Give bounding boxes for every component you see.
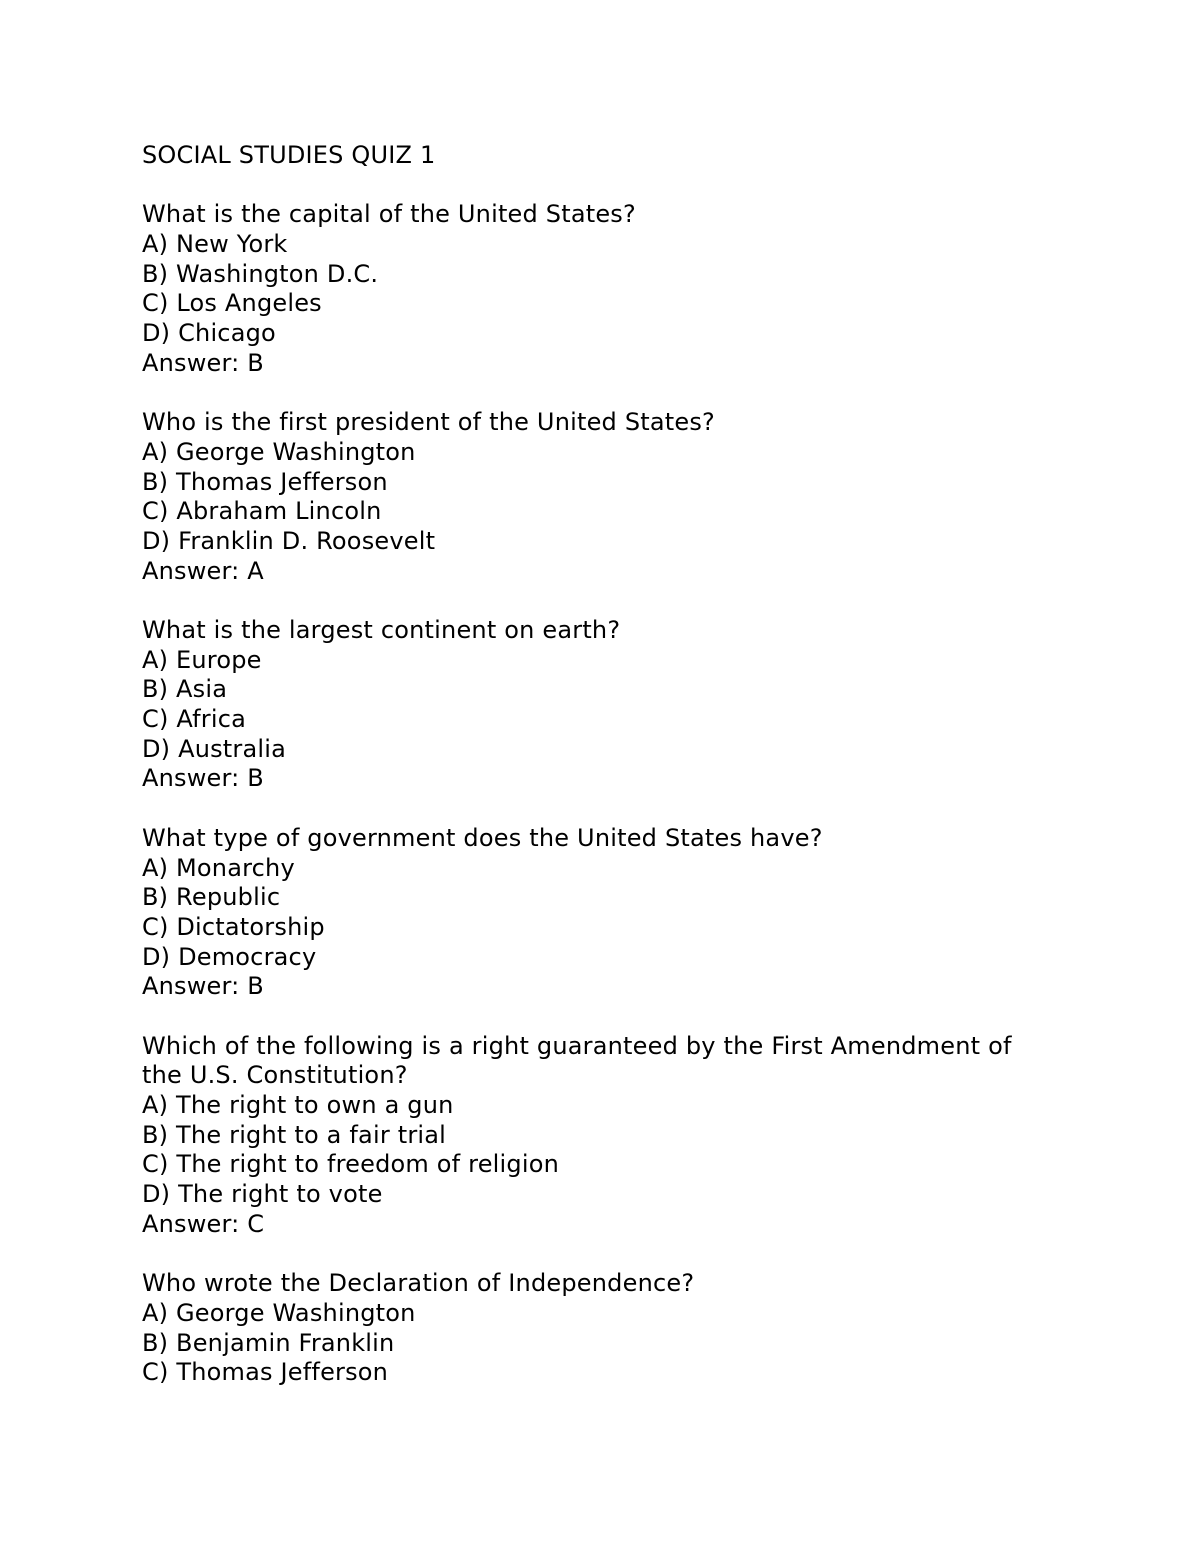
answer-option: B) The right to a fair trial [142, 1120, 447, 1149]
question-text: Who is the first president of the United States? [142, 408, 715, 437]
answer-key: Answer: B [142, 972, 264, 1001]
question-text: Which of the following is a right guaranteed by the First Amendment of [142, 1031, 1012, 1060]
answer-option: D) Chicago [142, 319, 276, 348]
answer-option: A) George Washington [142, 437, 416, 466]
answer-option: A) Europe [142, 645, 262, 674]
answer-option: D) Australia [142, 734, 287, 763]
question-text: What is the capital of the United States? [142, 200, 636, 229]
questions-list [142, 200, 1082, 1388]
answer-option: C) Thomas Jefferson [142, 1358, 389, 1387]
answer-key: Answer: A [142, 556, 264, 585]
answer-option: C) Dictatorship [142, 912, 325, 941]
question-text: Who wrote the Declaration of Independence? [142, 1269, 695, 1298]
answer-option: C) Africa [142, 705, 246, 734]
answer-option: C) Abraham Lincoln [142, 497, 382, 526]
answer-option: D) Franklin D. Roosevelt [142, 526, 436, 555]
answer-option: A) George Washington [142, 1298, 416, 1327]
answer-key: Answer: C [142, 1209, 265, 1238]
answer-option: D) Democracy [142, 942, 317, 971]
answer-option: A) New York [142, 230, 288, 259]
answer-option: B) Washington D.C. [142, 259, 379, 288]
question-block [142, 1269, 1082, 1388]
question-block [142, 408, 1082, 586]
answer-option: C) Los Angeles [142, 289, 322, 318]
answer-option: B) Benjamin Franklin [142, 1328, 395, 1357]
answer-option: A) The right to own a gun [142, 1091, 454, 1119]
question-block [142, 1032, 1082, 1240]
question-block [142, 824, 1082, 1002]
answer-option: D) The right to vote [142, 1180, 383, 1209]
question-text: What type of government does the United States have? [142, 823, 823, 852]
answer-option: B) Thomas Jefferson [142, 467, 388, 496]
question-text: the U.S. Constitution? [142, 1061, 408, 1090]
document-content [142, 141, 1082, 1388]
question-text: What is the largest continent on earth? [142, 616, 621, 644]
answer-key: Answer: B [142, 348, 264, 377]
quiz-title: SOCIAL STUDIES QUIZ 1 [142, 141, 436, 169]
answer-option: C) The right to freedom of religion [142, 1150, 560, 1179]
answer-option: A) Monarchy [142, 853, 295, 882]
question-block [142, 616, 1082, 794]
answer-option: B) Republic [142, 883, 281, 912]
answer-key: Answer: B [142, 764, 264, 793]
question-block [142, 200, 1082, 378]
answer-option: B) Asia [142, 675, 228, 704]
